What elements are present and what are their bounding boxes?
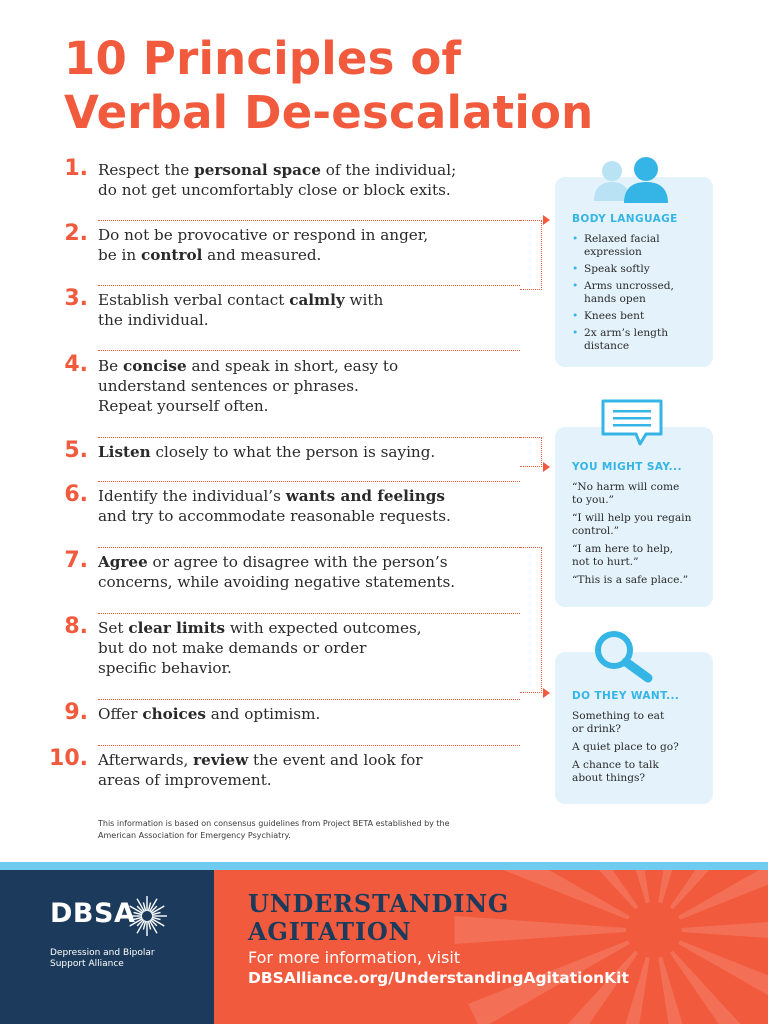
- list-item-line: • Arms uncrossed,: [584, 280, 674, 292]
- list-item-line: • 2x arm’s length: [584, 327, 669, 339]
- principle-text-line: [98, 704, 538, 724]
- list-item: [572, 741, 712, 754]
- principle-emphasis: calmly: [289, 291, 345, 309]
- footer-title-line-2: AGITATION: [248, 917, 412, 946]
- principle-divider: [98, 220, 520, 221]
- list-item-line: or drink?: [572, 723, 621, 735]
- org-name-line-2: Support Alliance: [50, 959, 124, 969]
- principle-text-line: [98, 376, 538, 396]
- principle-emphasis: wants and feelings: [285, 487, 445, 505]
- list-item-line: • Knees bent: [584, 310, 645, 322]
- starburst-icon: [124, 893, 170, 939]
- principle-divider: [98, 481, 520, 482]
- principle-text-segment: be in: [98, 246, 142, 264]
- principle-text-line: [98, 618, 538, 638]
- connector-do-they-want: [520, 547, 542, 693]
- principle-text-segment: understand sentences or phrases.: [98, 377, 359, 395]
- principle-text-line: [98, 245, 538, 265]
- principle-text-line: [98, 442, 538, 462]
- list-item: [572, 263, 708, 276]
- principle-text-line: [98, 506, 538, 526]
- principle-divider: [98, 547, 520, 548]
- principle-number: 8.: [64, 614, 88, 639]
- principle-number: 2.: [64, 221, 88, 246]
- principle-text-segment: and measured.: [202, 246, 322, 264]
- principle-divider: [98, 745, 520, 746]
- org-name-line-1: Depression and Bipolar: [50, 948, 155, 958]
- list-item-line: expression: [584, 246, 642, 258]
- list-item: [572, 512, 712, 538]
- principle-text-segment: or agree to disagree with the person’s: [147, 553, 448, 571]
- principle-text-line: [98, 572, 538, 592]
- list-item-line: “I will help you regain: [572, 512, 692, 524]
- principle-text-segment: Offer: [98, 705, 143, 723]
- principle-text-segment: Do not be provocative or respond in anger,: [98, 226, 429, 244]
- list-item: [572, 327, 708, 353]
- list-item-line: “This is a safe place.”: [572, 574, 689, 586]
- principle-text-segment: Repeat yourself often.: [98, 397, 269, 415]
- arrow-you-might-say: [543, 462, 550, 472]
- principle-divider: [98, 613, 520, 614]
- magnifier-icon: [590, 628, 670, 684]
- principle-text-segment: do not get uncomfortably close or block exits.: [98, 181, 451, 199]
- principle-text-line: [98, 290, 538, 310]
- footnote-line-2: American Association for Emergency Psychiatry.: [98, 831, 291, 840]
- principle-text-line: [98, 310, 538, 330]
- principle-divider: [98, 285, 520, 286]
- list-item: [572, 280, 708, 306]
- list-item-line: control.”: [572, 525, 620, 537]
- footer-stripe: [0, 862, 768, 870]
- principle-text: [98, 290, 538, 330]
- principle-text: [98, 442, 538, 462]
- arrow-body-language: [543, 215, 550, 225]
- principle-text-segment: but do not make demands or order: [98, 639, 367, 657]
- you-might-say-box: [555, 427, 713, 607]
- footer-title: [248, 890, 509, 946]
- principle-emphasis: clear limits: [128, 619, 226, 637]
- principle-number: 5.: [64, 438, 88, 463]
- principle-emphasis: Agree: [98, 553, 148, 571]
- principle-text-segment: the event and look for: [248, 751, 423, 769]
- list-item-line: “I am here to help,: [572, 543, 674, 555]
- principle-text: [98, 704, 538, 724]
- do-they-want-list: [572, 710, 712, 790]
- list-item: [572, 310, 708, 323]
- footer-url-link[interactable]: DBSAlliance.org/UnderstandingAgitationKit: [248, 969, 629, 987]
- principle-text-line: [98, 356, 538, 376]
- list-item-line: • Speak softly: [584, 263, 650, 275]
- principle-number: 1.: [64, 156, 88, 181]
- principle-text: [98, 356, 538, 416]
- page-title: [64, 32, 704, 140]
- connector-you-might-say: [520, 437, 542, 467]
- principle-text-segment: the individual.: [98, 311, 209, 329]
- people-icon: [586, 155, 682, 205]
- list-item-line: distance: [584, 340, 630, 352]
- you-might-say-heading: YOU MIGHT SAY...: [572, 461, 682, 473]
- principle-text-segment: and optimism.: [205, 705, 321, 723]
- principle-number: 4.: [64, 352, 88, 377]
- principle-number: 10.: [49, 746, 88, 771]
- body-language-heading: BODY LANGUAGE: [572, 213, 678, 225]
- principle-text-line: [98, 638, 538, 658]
- body-language-list: [572, 233, 708, 357]
- principle-text: [98, 486, 538, 526]
- principle-text-line: [98, 180, 538, 200]
- principle-divider: [98, 437, 520, 438]
- principle-text-line: [98, 770, 538, 790]
- org-name: [50, 948, 210, 970]
- principle-text-segment: specific behavior.: [98, 659, 232, 677]
- principle-emphasis: control: [141, 246, 203, 264]
- list-item-line: to you.”: [572, 494, 614, 506]
- list-item: [572, 543, 712, 569]
- principle-text-line: [98, 552, 538, 572]
- principle-number: 7.: [64, 548, 88, 573]
- principle-text-segment: and speak in short, easy to: [186, 357, 399, 375]
- principle-number: 9.: [64, 700, 88, 725]
- list-item: [572, 481, 712, 507]
- list-item: [572, 710, 712, 736]
- principle-emphasis: Listen: [98, 443, 151, 461]
- principle-text-segment: Identify the individual’s: [98, 487, 286, 505]
- principle-text-line: [98, 486, 538, 506]
- list-item: [572, 233, 708, 259]
- list-item-line: about things?: [572, 772, 646, 784]
- principle-divider: [98, 350, 520, 351]
- principle-text: [98, 618, 538, 678]
- list-item-line: A quiet place to go?: [572, 741, 679, 753]
- sunburst-ray: [682, 916, 768, 944]
- principle-text: [98, 750, 538, 790]
- title-line-1: 10 Principles of: [64, 32, 462, 85]
- principle-text-segment: and try to accommodate reasonable requests.: [98, 507, 451, 525]
- dbsa-logo: DBSA: [50, 898, 136, 929]
- principle-text-segment: with expected outcomes,: [225, 619, 422, 637]
- arrow-do-they-want: [543, 688, 550, 698]
- principle-text: [98, 160, 538, 200]
- footnote-line-1: This information is based on consensus guidelines from Project BETA established by the: [98, 819, 450, 828]
- footer-logo-panel: [0, 870, 214, 1024]
- principle-text-segment: areas of improvement.: [98, 771, 272, 789]
- list-item-line: hands open: [584, 293, 646, 305]
- principle-number: 3.: [64, 286, 88, 311]
- principle-text-segment: concerns, while avoiding negative statements.: [98, 573, 456, 591]
- title-line-2: Verbal De-escalation: [64, 86, 594, 139]
- principle-number: 6.: [64, 482, 88, 507]
- footnote: [98, 818, 538, 842]
- principle-text-segment: Establish verbal contact: [98, 291, 290, 309]
- principle-emphasis: choices: [142, 705, 206, 723]
- principle-text-line: [98, 396, 538, 416]
- principle-text-segment: Respect the: [98, 161, 195, 179]
- body-language-box: [555, 177, 713, 367]
- do-they-want-heading: DO THEY WANT...: [572, 690, 680, 702]
- list-item-line: • Relaxed facial: [584, 233, 660, 245]
- principle-text: [98, 225, 538, 265]
- principle-emphasis: concise: [122, 357, 187, 375]
- principle-text: [98, 552, 538, 592]
- principle-text-line: [98, 750, 538, 770]
- principle-text-line: [98, 225, 538, 245]
- list-item: [572, 759, 712, 785]
- principle-text-line: [98, 658, 538, 678]
- principle-divider: [98, 699, 520, 700]
- principle-text-segment: with: [344, 291, 384, 309]
- principle-emphasis: personal space: [194, 161, 321, 179]
- footer-more-info: For more information, visit: [248, 948, 461, 967]
- principle-text-segment: closely to what the person is saying.: [150, 443, 436, 461]
- principle-text-segment: Afterwards,: [98, 751, 194, 769]
- principle-text-segment: Set: [98, 619, 129, 637]
- speech-bubble-icon: [600, 398, 664, 448]
- principle-text-line: [98, 160, 538, 180]
- principle-emphasis: review: [193, 751, 249, 769]
- principle-text-segment: of the individual;: [320, 161, 457, 179]
- list-item-line: Something to eat: [572, 710, 665, 722]
- list-item-line: not to hurt.”: [572, 556, 639, 568]
- principle-text-segment: Be: [98, 357, 123, 375]
- list-item: [572, 574, 712, 587]
- connector-body-language: [520, 220, 542, 290]
- footer-title-line-1: UNDERSTANDING: [248, 889, 510, 918]
- list-item-line: A chance to talk: [572, 759, 659, 771]
- list-item-line: “No harm will come: [572, 481, 680, 493]
- you-might-say-list: [572, 481, 712, 592]
